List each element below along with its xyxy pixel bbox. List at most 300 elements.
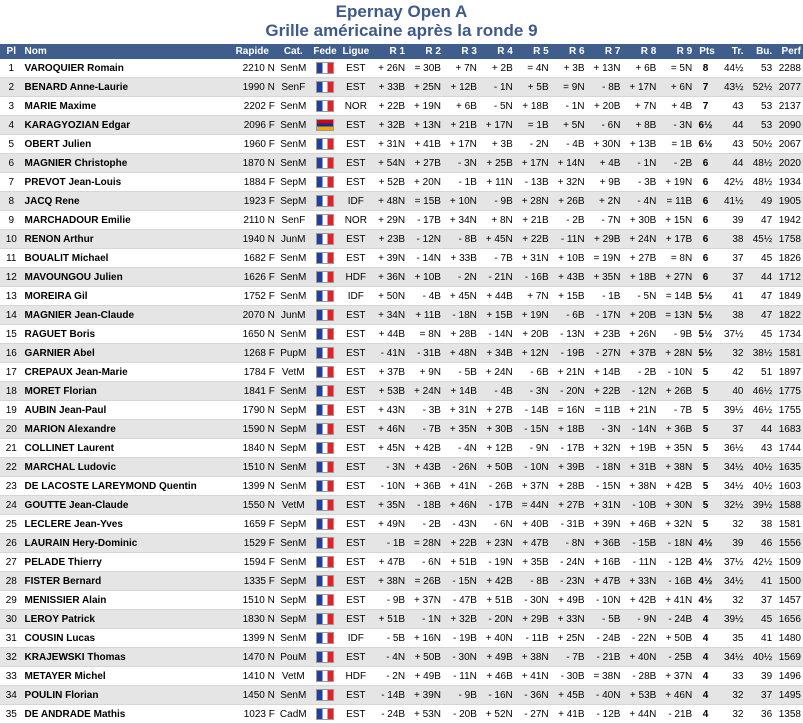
cell-round-1: - 10N [371, 477, 407, 496]
cell-round-1: + 35N [371, 496, 407, 515]
cell-round-5: - 2N [515, 135, 551, 154]
cell-round-8: + 53B [622, 686, 658, 705]
cell-round-2: - 12N [407, 230, 443, 249]
cell-tiebreak-bu: 48½ [745, 154, 774, 173]
cell-place: 22 [0, 458, 23, 477]
cell-performance: 2090 [774, 116, 803, 135]
cell-federation [310, 306, 341, 325]
column-header-r2: R 2 [407, 44, 443, 59]
cell-round-1: + 32B [371, 116, 407, 135]
cell-round-3: - 15N [443, 572, 479, 591]
cell-round-5: + 22B [515, 230, 551, 249]
france-flag-icon [316, 651, 334, 663]
cell-round-2: + 19N [407, 97, 443, 116]
cell-round-3: + 22B [443, 534, 479, 553]
cell-round-6: + 45B [551, 686, 587, 705]
cell-league: EST [340, 325, 371, 344]
cell-round-7: - 12B [587, 705, 623, 724]
cell-round-3: + 48N [443, 344, 479, 363]
cell-round-9: + 19N [658, 173, 694, 192]
cell-league: IDF [340, 192, 371, 211]
cell-league: EST [340, 515, 371, 534]
cell-round-4: + 12B [479, 439, 515, 458]
cell-place: 28 [0, 572, 23, 591]
cell-round-5: + 18B [515, 97, 551, 116]
cell-category: SepM [277, 439, 310, 458]
table-row [0, 610, 803, 629]
cell-category: SenM [277, 534, 310, 553]
cell-round-9: - 10N [658, 363, 694, 382]
cell-performance: 1500 [774, 572, 803, 591]
cell-tiebreak-tr: 39½ [717, 401, 746, 420]
cell-round-2: - 2B [407, 515, 443, 534]
table-row [0, 591, 803, 610]
cell-points: 4½ [694, 534, 717, 553]
cell-round-9: - 3N [658, 116, 694, 135]
cell-round-6: + 33N [551, 610, 587, 629]
cell-round-4: + 42B [479, 572, 515, 591]
cell-round-8: + 13B [622, 135, 658, 154]
cell-category: JunM [277, 306, 310, 325]
cell-points: 5 [694, 496, 717, 515]
cell-round-1: + 44B [371, 325, 407, 344]
cell-points: 4 [694, 610, 717, 629]
table-row [0, 705, 803, 724]
cell-league: EST [340, 648, 371, 667]
cell-round-9: - 24B [658, 610, 694, 629]
cell-league: IDF [340, 629, 371, 648]
cell-round-7: - 5B [587, 610, 623, 629]
cell-round-9: - 18N [658, 534, 694, 553]
cell-round-2: - 4B [407, 287, 443, 306]
cell-league: EST [340, 420, 371, 439]
cell-player-name: OBERT Julien [23, 135, 228, 154]
cell-round-3: - 1B [443, 173, 479, 192]
cell-player-name: RAGUET Boris [23, 325, 228, 344]
cell-round-8: - 28B [622, 667, 658, 686]
cell-round-9: - 12B [658, 553, 694, 572]
cell-category: SepM [277, 610, 310, 629]
cell-round-2: + 53N [407, 705, 443, 724]
cell-round-6: + 14N [551, 154, 587, 173]
cell-place: 5 [0, 135, 23, 154]
cell-category: SenM [277, 287, 310, 306]
cell-round-3: + 6B [443, 97, 479, 116]
cell-round-8: - 11N [622, 553, 658, 572]
cell-rating: 1840 N [228, 439, 277, 458]
cell-round-3: + 46N [443, 496, 479, 515]
france-flag-icon [316, 632, 334, 644]
cell-round-1: - 5B [371, 629, 407, 648]
cell-federation [310, 192, 341, 211]
cell-round-4: + 17N [479, 116, 515, 135]
cell-tiebreak-tr: 37 [717, 420, 746, 439]
cell-league: EST [340, 477, 371, 496]
cell-player-name: MARION Alexandre [23, 420, 228, 439]
cell-round-5: - 30N [515, 591, 551, 610]
cell-player-name: GARNIER Abel [23, 344, 228, 363]
france-flag-icon [316, 442, 334, 454]
cell-round-6: = 16N [551, 401, 587, 420]
cell-round-8: + 38N [622, 477, 658, 496]
cell-round-4: + 25B [479, 154, 515, 173]
cell-place: 24 [0, 496, 23, 515]
cell-category: SenM [277, 477, 310, 496]
cell-round-1: + 51B [371, 610, 407, 629]
cell-round-4: - 14N [479, 325, 515, 344]
cell-performance: 1457 [774, 591, 803, 610]
cell-round-5: + 12N [515, 344, 551, 363]
cell-league: EST [340, 705, 371, 724]
cell-place: 1 [0, 59, 23, 78]
cell-round-4: - 20N [479, 610, 515, 629]
cell-round-1: + 45N [371, 439, 407, 458]
cell-round-9: - 9B [658, 325, 694, 344]
cell-points: 5½ [694, 325, 717, 344]
cell-round-4: - 26B [479, 477, 515, 496]
cell-round-7: + 4B [587, 154, 623, 173]
cell-category: SenM [277, 325, 310, 344]
cell-performance: 1822 [774, 306, 803, 325]
cell-place: 19 [0, 401, 23, 420]
table-row [0, 363, 803, 382]
cell-tiebreak-bu: 43 [745, 439, 774, 458]
cell-rating: 1682 F [228, 249, 277, 268]
cell-tiebreak-tr: 34½ [717, 458, 746, 477]
cell-round-2: = 30B [407, 59, 443, 78]
cell-round-6: + 5N [551, 116, 587, 135]
cell-round-2: + 49B [407, 667, 443, 686]
cell-round-2: = 26B [407, 572, 443, 591]
cell-federation [310, 515, 341, 534]
cell-place: 9 [0, 211, 23, 230]
cell-round-2: + 50B [407, 648, 443, 667]
cell-rating: 1784 F [228, 363, 277, 382]
column-header-r1: R 1 [371, 44, 407, 59]
cell-round-4: + 27B [479, 401, 515, 420]
cell-tiebreak-bu: 46½ [745, 382, 774, 401]
cell-tiebreak-bu: 47 [745, 287, 774, 306]
cell-tiebreak-tr: 37 [717, 268, 746, 287]
cell-round-6: + 21N [551, 363, 587, 382]
table-row [0, 325, 803, 344]
cell-round-5: - 11B [515, 629, 551, 648]
column-header-r6: R 6 [551, 44, 587, 59]
cell-round-6: + 15B [551, 287, 587, 306]
cell-round-9: = 5N [658, 59, 694, 78]
column-header-r4: R 4 [479, 44, 515, 59]
cell-round-7: - 7N [587, 211, 623, 230]
cell-round-9: + 37N [658, 667, 694, 686]
cell-tiebreak-tr: 32 [717, 705, 746, 724]
cell-round-2: + 9N [407, 363, 443, 382]
cell-place: 15 [0, 325, 23, 344]
column-header-r5: R 5 [515, 44, 551, 59]
cell-round-8: + 31B [622, 458, 658, 477]
cell-round-4: - 1N [479, 78, 515, 97]
cell-tiebreak-tr: 44½ [717, 59, 746, 78]
cell-performance: 1495 [774, 686, 803, 705]
table-row [0, 59, 803, 78]
cell-round-7: - 10N [587, 591, 623, 610]
cell-federation [310, 705, 341, 724]
cell-round-8: - 12N [622, 382, 658, 401]
cell-performance: 1588 [774, 496, 803, 515]
cell-player-name: COLLINET Laurent [23, 439, 228, 458]
cell-rating: 1470 N [228, 648, 277, 667]
cell-points: 5 [694, 477, 717, 496]
cell-round-3: + 51B [443, 553, 479, 572]
cell-league: EST [340, 230, 371, 249]
cell-round-6: = 9N [551, 78, 587, 97]
cell-place: 6 [0, 154, 23, 173]
cell-tiebreak-tr: 33 [717, 667, 746, 686]
cell-round-5: + 47B [515, 534, 551, 553]
cell-rating: 1335 F [228, 572, 277, 591]
cell-tiebreak-tr: 44 [717, 154, 746, 173]
cell-federation [310, 344, 341, 363]
france-flag-icon [316, 271, 334, 283]
cell-round-5: + 20B [515, 325, 551, 344]
cell-category: PupM [277, 344, 310, 363]
cell-rating: 1399 N [228, 629, 277, 648]
france-flag-icon [316, 594, 334, 606]
cell-round-3: - 20B [443, 705, 479, 724]
cell-round-4: + 46B [479, 667, 515, 686]
cell-federation [310, 78, 341, 97]
cell-category: SepM [277, 192, 310, 211]
cell-tiebreak-bu: 45 [745, 325, 774, 344]
cell-tiebreak-tr: 32 [717, 344, 746, 363]
cell-round-6: - 23N [551, 572, 587, 591]
cell-round-7: + 22B [587, 382, 623, 401]
cell-place: 4 [0, 116, 23, 135]
cell-category: SenM [277, 154, 310, 173]
cell-round-9: - 25B [658, 648, 694, 667]
cell-round-4: - 19N [479, 553, 515, 572]
cell-round-6: + 25N [551, 629, 587, 648]
table-row [0, 287, 803, 306]
cell-round-8: + 19B [622, 439, 658, 458]
cell-round-7: + 30N [587, 135, 623, 154]
cell-tiebreak-tr: 39 [717, 211, 746, 230]
cell-federation [310, 458, 341, 477]
cell-round-8: + 40N [622, 648, 658, 667]
cell-round-8: + 44N [622, 705, 658, 724]
cell-points: 5½ [694, 287, 717, 306]
cell-round-8: - 9N [622, 610, 658, 629]
cell-federation [310, 287, 341, 306]
cell-round-5: - 16B [515, 268, 551, 287]
cell-place: 7 [0, 173, 23, 192]
cell-round-3: + 45N [443, 287, 479, 306]
cell-round-3: - 43N [443, 515, 479, 534]
cell-tiebreak-tr: 37½ [717, 325, 746, 344]
cell-player-name: KRAJEWSKI Thomas [23, 648, 228, 667]
cell-rating: 1450 N [228, 686, 277, 705]
cell-performance: 1744 [774, 439, 803, 458]
cell-round-8: - 5N [622, 287, 658, 306]
cell-round-4: + 50B [479, 458, 515, 477]
cell-round-7: - 27N [587, 344, 623, 363]
cell-performance: 1758 [774, 230, 803, 249]
cell-performance: 1603 [774, 477, 803, 496]
cell-round-4: + 15B [479, 306, 515, 325]
table-body [0, 59, 803, 724]
cell-place: 14 [0, 306, 23, 325]
cell-round-7: + 29B [587, 230, 623, 249]
france-flag-icon [316, 309, 334, 321]
cell-round-3: - 4N [443, 439, 479, 458]
cell-tiebreak-bu: 53 [745, 97, 774, 116]
cell-round-1: - 2N [371, 667, 407, 686]
cell-round-7: - 17N [587, 306, 623, 325]
cell-league: EST [340, 610, 371, 629]
cell-league: EST [340, 249, 371, 268]
cell-federation [310, 211, 341, 230]
cell-tiebreak-bu: 53 [745, 59, 774, 78]
cell-round-7: - 21B [587, 648, 623, 667]
cell-league: EST [340, 458, 371, 477]
cell-round-7: - 6N [587, 116, 623, 135]
cell-rating: 1923 F [228, 192, 277, 211]
cell-federation [310, 629, 341, 648]
cell-federation [310, 610, 341, 629]
cell-round-3: - 2N [443, 268, 479, 287]
cell-player-name: MAGNIER Christophe [23, 154, 228, 173]
cell-round-6: + 28B [551, 477, 587, 496]
cell-round-8: - 10B [622, 496, 658, 515]
cell-league: HDF [340, 667, 371, 686]
cell-round-2: + 27B [407, 154, 443, 173]
cell-round-1: + 49N [371, 515, 407, 534]
cell-round-2: = 8N [407, 325, 443, 344]
cell-round-5: + 40B [515, 515, 551, 534]
cell-round-9: - 21B [658, 705, 694, 724]
cell-performance: 1755 [774, 401, 803, 420]
cell-round-9: + 38N [658, 458, 694, 477]
cell-round-8: + 18B [622, 268, 658, 287]
cell-tiebreak-bu: 37 [745, 686, 774, 705]
cell-round-1: - 1B [371, 534, 407, 553]
cell-round-6: - 13N [551, 325, 587, 344]
cell-round-5: + 21B [515, 211, 551, 230]
cell-rating: 1960 F [228, 135, 277, 154]
cell-player-name: GOUTTE Jean-Claude [23, 496, 228, 515]
cell-round-8: + 42B [622, 591, 658, 610]
cell-round-4: + 30B [479, 420, 515, 439]
cell-category: SenM [277, 135, 310, 154]
table-row [0, 78, 803, 97]
cell-round-5: - 14B [515, 401, 551, 420]
cell-points: 6 [694, 173, 717, 192]
cell-points: 4½ [694, 591, 717, 610]
cell-round-9: + 6N [658, 78, 694, 97]
cell-round-1: - 3N [371, 458, 407, 477]
cell-federation [310, 382, 341, 401]
column-header-r3: R 3 [443, 44, 479, 59]
cell-league: EST [340, 116, 371, 135]
cell-round-1: + 29N [371, 211, 407, 230]
cell-round-9: + 4B [658, 97, 694, 116]
cell-round-1: + 52B [371, 173, 407, 192]
cell-round-5: + 28N [515, 192, 551, 211]
cell-tiebreak-tr: 39½ [717, 610, 746, 629]
column-header-fede: Fede [310, 44, 341, 59]
cell-category: SepM [277, 515, 310, 534]
cell-rating: 1268 F [228, 344, 277, 363]
table-row [0, 686, 803, 705]
cell-player-name: LEROY Patrick [23, 610, 228, 629]
cell-round-9: = 13N [658, 306, 694, 325]
cell-category: VetM [277, 363, 310, 382]
cell-league: IDF [340, 287, 371, 306]
cell-player-name: MAGNIER Jean-Claude [23, 306, 228, 325]
cell-round-4: + 24N [479, 363, 515, 382]
cell-performance: 1569 [774, 648, 803, 667]
table-row [0, 439, 803, 458]
cell-federation [310, 97, 341, 116]
cell-federation [310, 553, 341, 572]
cell-category: SepM [277, 591, 310, 610]
cell-round-9: + 15N [658, 211, 694, 230]
cell-points: 5 [694, 401, 717, 420]
table-row [0, 154, 803, 173]
cell-rating: 1510 N [228, 591, 277, 610]
cell-round-8: + 27B [622, 249, 658, 268]
cell-round-1: + 36N [371, 268, 407, 287]
cell-league: NOR [340, 97, 371, 116]
cell-performance: 1656 [774, 610, 803, 629]
cell-performance: 1496 [774, 667, 803, 686]
cell-round-3: + 14B [443, 382, 479, 401]
cell-tiebreak-bu: 49 [745, 192, 774, 211]
cell-tiebreak-tr: 41½ [717, 192, 746, 211]
cell-round-4: - 9B [479, 192, 515, 211]
cell-round-2: + 20N [407, 173, 443, 192]
cell-round-4: - 5N [479, 97, 515, 116]
cell-round-8: + 6B [622, 59, 658, 78]
cell-place: 23 [0, 477, 23, 496]
cell-tiebreak-tr: 38 [717, 230, 746, 249]
cell-category: SepM [277, 420, 310, 439]
cell-round-7: + 47B [587, 572, 623, 591]
france-flag-icon [316, 518, 334, 530]
cell-federation [310, 363, 341, 382]
cell-round-7: + 9B [587, 173, 623, 192]
cell-round-5: - 10N [515, 458, 551, 477]
cell-round-2: - 18B [407, 496, 443, 515]
cell-rating: 1550 N [228, 496, 277, 515]
table-row [0, 192, 803, 211]
cell-points: 6 [694, 211, 717, 230]
cell-tiebreak-tr: 43 [717, 97, 746, 116]
cell-federation [310, 268, 341, 287]
cell-round-6: + 26B [551, 192, 587, 211]
cell-place: 12 [0, 268, 23, 287]
cell-round-4: + 34B [479, 344, 515, 363]
cell-tiebreak-bu: 53 [745, 116, 774, 135]
table-row [0, 553, 803, 572]
table-row [0, 477, 803, 496]
cell-league: EST [340, 173, 371, 192]
cell-round-2: - 17B [407, 211, 443, 230]
cell-performance: 1556 [774, 534, 803, 553]
cell-round-8: + 20B [622, 306, 658, 325]
cell-federation [310, 496, 341, 515]
cell-round-3: + 28B [443, 325, 479, 344]
cell-round-4: + 40N [479, 629, 515, 648]
